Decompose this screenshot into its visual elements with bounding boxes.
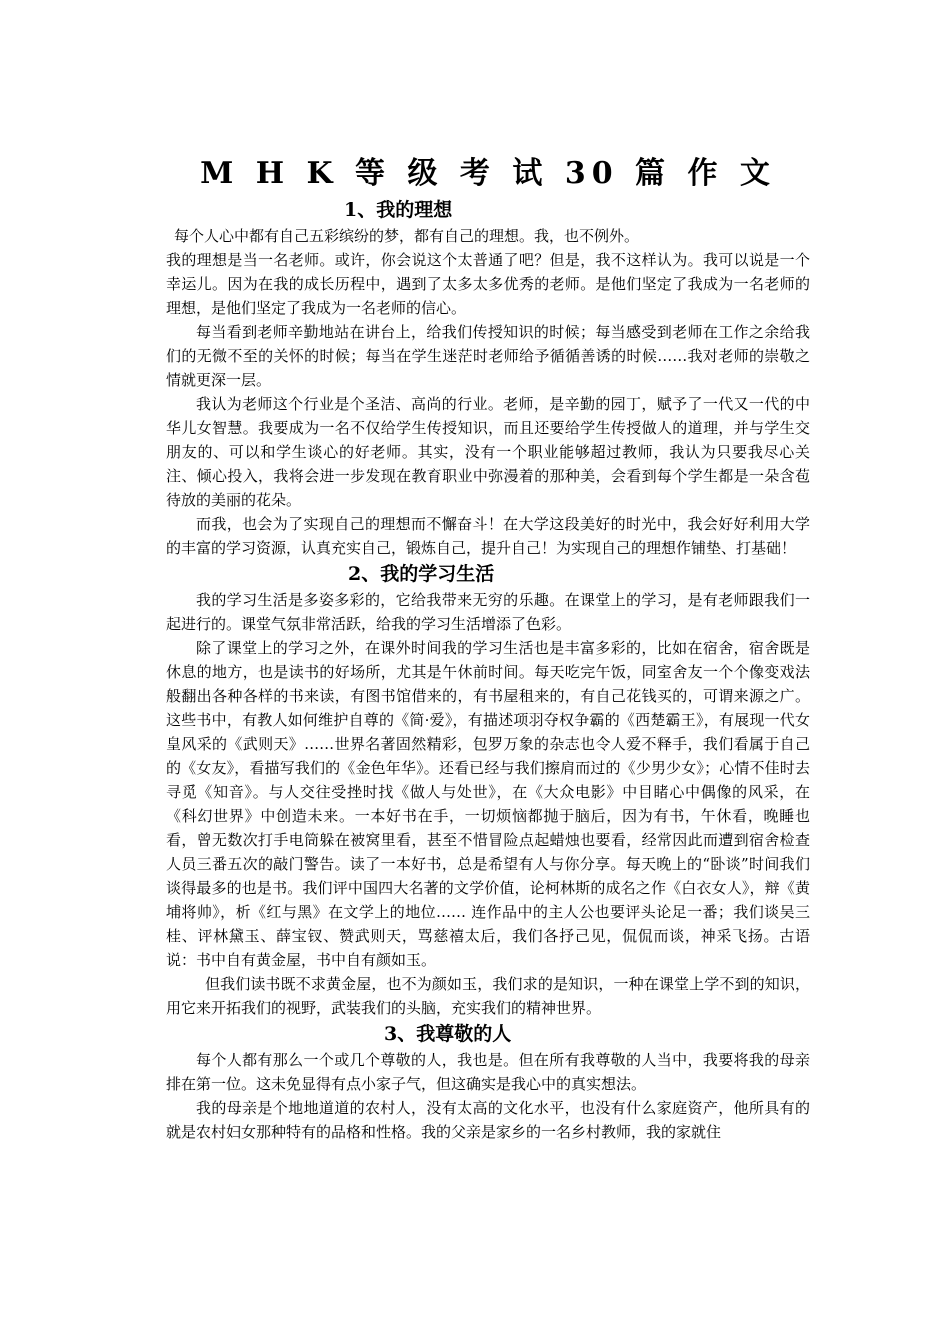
paragraph: 每个人都有那么一个或几个尊敬的人，我也是。但在所有我尊敬的人当中，我要将我的母亲排在第一位。这未免显得有点小家子气，但这确实是我心中的真实想法。 xyxy=(166,1051,810,1093)
paragraph: 但我们读书既不求黄金屋，也不为颜如玉，我们求的是知识，一种在课堂上学不到的知识，用它来开拓我们的视野，武装我们的头脑，充实我们的精神世界。 xyxy=(166,975,810,1017)
paragraph: 我的理想是当一名老师。或许，你会说这个太普通了吧？但是，我不这样认为。我可以说是一个幸运儿。因为在我的成长历程中，遇到了太多太多优秀的老师。是他们坚定了我成为一名老师的理想，是他们坚定了我成为一名老师的信心。 xyxy=(166,251,810,317)
paragraph: 而我，也会为了实现自己的理想而不懈奋斗！在大学这段美好的时光中，我会好好利用大学的丰富的学习资源，认真充实自己，锻炼自己，提升自己！为实现自己的理想作铺垫、打基础！ xyxy=(166,515,810,557)
paragraph: 每个人心中都有自己五彩缤纷的梦，都有自己的理想。我，也不例外。 xyxy=(174,227,640,245)
paragraph: 我的学习生活是多姿多彩的，它给我带来无穷的乐趣。在课堂上的学习，是有老师跟我们一起进行的。课堂气氛非常活跃，给我的学习生活增添了色彩。 xyxy=(166,591,810,633)
section-heading-3: 3、我尊敬的人 xyxy=(384,1023,512,1045)
paragraph: 除了课堂上的学习之外，在课外时间我的学习生活也是丰富多彩的，比如在宿舍，宿舍既是休息的地方，也是读书的好场所，尤其是午休前时间。每天吃完午饭，同室舍友一个个像变戏法般翻出各种各样的书来读，有图书馆借来的，有书屋租来的，有自己花钱买的，可谓来源之广。这些书中，有教人如何维护自尊的《简·爱》，有描述项羽夺权争霸的《西楚霸王》，有展现一代女皇风采的《武则天》……世界名著固然精彩，包罗万象的杂志也令人爱不释手，我们看属于自己的《女友》，看描写我们的《金色年华》。还看已经与我们擦肩而过的《少男少女》；心情不佳时去寻觅《知音》。与人交往受挫时找《做人与处世》，在《大众电影》中目睹心中偶像的风采，在《科幻世界》中创造未来。一本好书在手，一切烦恼都抛于脑后，因为有书，午休看，晚睡也看，曾无数次打手电筒躲在被窝里看，甚至不惜冒险点起蜡烛也要看，经常因此而遭到宿舍检查人员三番五次的敲门警告。读了一本好书，总是希望有人与你分享。每天晚上的“卧谈”时间我们谈得最多的也是书。我们评中国四大名著的文学价值，论柯林斯的成名之作《白衣女人》，辩《黄埔将帅》，析《红与黑》在文学上的地位…… 连作品中的主人公也要评头论足一番；我们谈吴三桂、评林黛玉、薛宝钗、赞武则天，骂慈禧太后，我们各抒己见，侃侃而谈，神采飞扬。古语说：书中自有黄金屋，书中自有颜如玉。 xyxy=(166,639,810,969)
paragraph: 每当看到老师辛勤地站在讲台上，给我们传授知识的时候；每当感受到老师在工作之余给我们的无微不至的关怀的时候；每当在学生迷茫时老师给予循循善诱的时候……我对老师的崇敬之情就更深一层。 xyxy=(166,323,810,389)
section-heading-2: 2、我的学习生活 xyxy=(348,563,495,585)
section-heading-1: 1、我的理想 xyxy=(344,199,453,221)
paragraph: 我认为老师这个行业是个圣洁、高尚的行业。老师，是辛勤的园丁，赋予了一代又一代的中华儿女智慧。我要成为一名不仅给学生传授知识，而且还要给学生传授做人的道理，并与学生交朋友的、可以和学生谈心的好老师。其实，没有一个职业能够超过教师，我认为只要我尽心关注、倾心投入，我将会进一步发现在教育职业中弥漫着的那种美，会看到每个学生都是一朵含苞待放的美丽的花朵。 xyxy=(166,395,810,509)
document-title: M H K 等 级 考 试 30 篇 作 文 xyxy=(200,156,776,191)
document-body xyxy=(166,152,810,1144)
paragraph: 我的母亲是个地地道道的农村人，没有太高的文化水平，也没有什么家庭资产，他所具有的就是农村妇女那种特有的品格和性格。我的父亲是家乡的一名乡村教师，我的家就住 xyxy=(166,1099,810,1141)
